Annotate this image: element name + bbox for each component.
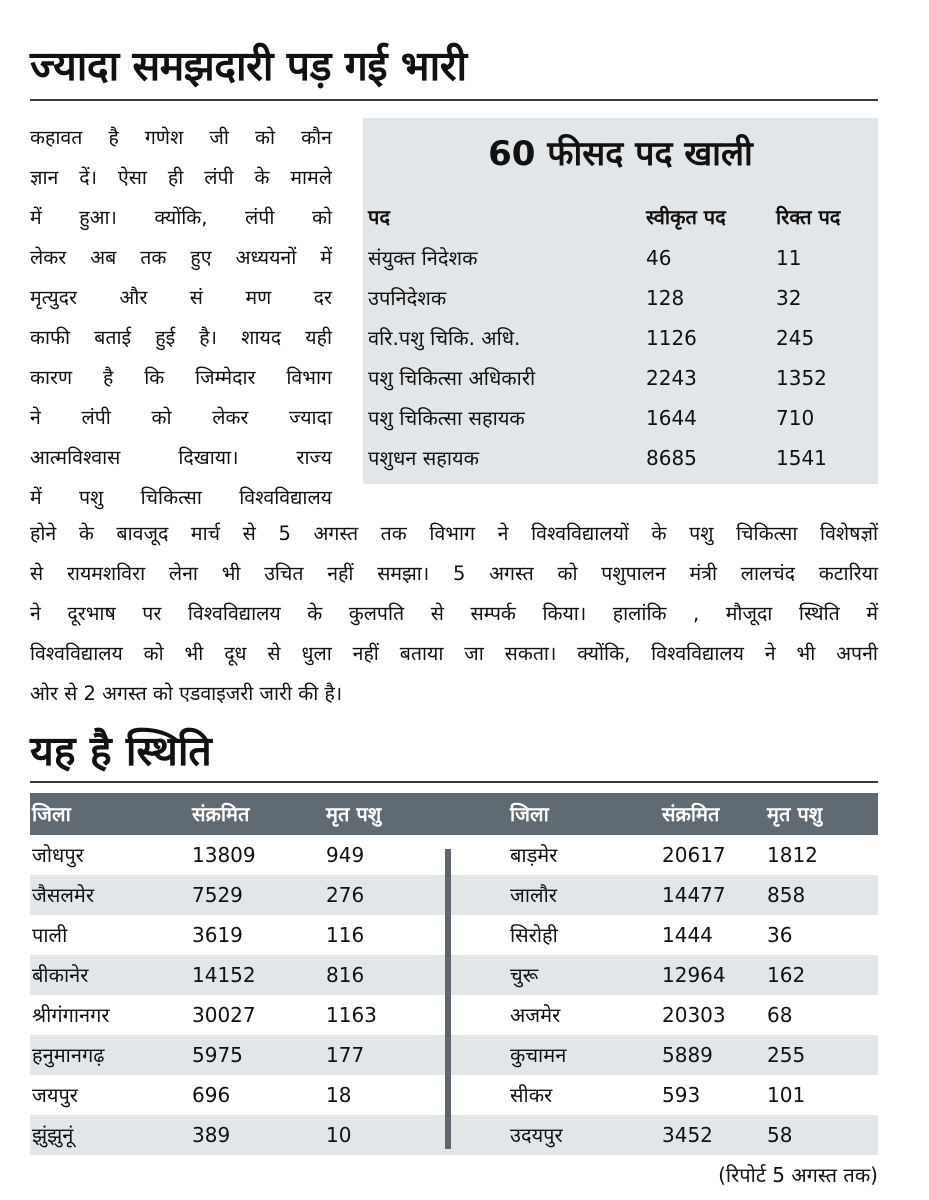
post-name: पशु चिकित्सा अधिकारी [368,366,536,390]
district-name: श्रीगंगानगर [32,1003,110,1027]
sanctioned-count: 128 [646,286,685,310]
infected-count: 30027 [192,1003,256,1027]
lead-line: ने लंपी को लेकर ज्यादा [30,406,332,429]
district-name: झुंझुनूं [32,1123,74,1147]
table-row [30,835,878,875]
body-line: विश्वविद्यालय को भी दूध से धुला नहीं बताया जा सकता। क्योंकि, विश्वविद्यालय ने भी अपनी [30,642,878,665]
infected-count: 3619 [192,923,243,947]
vacant-count: 11 [776,246,802,270]
dead-count: 949 [326,843,365,867]
dead-count: 10 [326,1123,352,1147]
district-name: उदयपुर [510,1123,563,1147]
headline-rule [30,99,878,101]
header-dead-animals: मृत पशु [767,802,823,826]
post-name: संयुक्त निदेशक [368,246,478,270]
dead-count: 116 [326,923,365,947]
district-name: अजमेर [510,1003,561,1027]
header-district: जिला [510,802,549,826]
header-dead-animals: मृत पशु [326,802,382,826]
district-name: सिरोही [510,923,558,947]
district-name: सीकर [510,1083,553,1107]
dead-count: 68 [767,1003,793,1027]
infected-count: 389 [192,1123,231,1147]
district-table [30,835,878,1155]
infected-count: 14152 [192,963,256,987]
vacancy-table [363,196,878,478]
sanctioned-count: 1644 [646,406,697,430]
dead-count: 162 [767,963,806,987]
table-row [30,1035,878,1075]
header-infected: संक्रमित [192,802,250,826]
vacancy-row [363,278,878,318]
district-name: बाड़मेर [510,843,558,867]
district-name: जयपुर [32,1083,78,1107]
table-row [30,915,878,955]
dead-count: 1163 [326,1003,377,1027]
sanctioned-count: 8685 [646,446,697,470]
lead-line: लेकर अब तक हुए अध्ययनों में [30,246,332,269]
district-name: जालौर [510,883,557,907]
dead-count: 177 [326,1043,365,1067]
column-divider [445,849,451,1149]
dead-count: 816 [326,963,365,987]
infected-count: 20617 [662,843,726,867]
vacancy-box-title: 60 फीसद पद खाली [488,134,753,174]
infected-count: 5975 [192,1043,243,1067]
post-name: उपनिदेशक [368,286,447,310]
report-note: (रिपोर्ट 5 अगस्त तक) [718,1163,878,1187]
body-line: से रायमशविरा लेना भी उचित नहीं समझा। 5 अगस्त को पशुपालन मंत्री लालचंद कटारिया [30,562,878,585]
district-table-header [30,793,878,835]
district-name: हनुमानगढ़ [32,1043,105,1067]
body-line: ने दूरभाष पर विश्वविद्यालय के कुलपति से सम्पर्क किया। हालांकि , मौजूदा स्थिति में [30,602,878,625]
lead-line: आत्मविश्वास दिखाया। राज्य [30,446,332,469]
infected-count: 593 [662,1083,701,1107]
post-name: वरि.पशु चिकि. अधि. [368,326,521,350]
header-sanctioned: स्वीकृत पद [646,205,726,229]
vacancy-table-header [363,196,878,238]
sanctioned-count: 46 [646,246,672,270]
lead-paragraph [30,118,332,518]
vacant-count: 1541 [776,446,827,470]
district-name: जैसलमेर [32,883,95,907]
dead-count: 255 [767,1043,806,1067]
post-name: पशु चिकित्सा सहायक [368,406,525,430]
table-row [30,875,878,915]
district-name: पाली [32,923,68,947]
header-post: पद [368,205,390,229]
vacant-count: 1352 [776,366,827,390]
infected-count: 3452 [662,1123,713,1147]
header-vacant: रिक्त पद [776,205,841,229]
district-name: जोधपुर [32,843,84,867]
vacancy-box [363,118,878,484]
district-name: बीकानेर [32,963,89,987]
section-rule [30,781,878,783]
sanctioned-count: 2243 [646,366,697,390]
table-row [30,995,878,1035]
infected-count: 20303 [662,1003,726,1027]
dead-count: 858 [767,883,806,907]
infected-count: 5889 [662,1043,713,1067]
header-district: जिला [32,802,71,826]
vacant-count: 32 [776,286,802,310]
infected-count: 12964 [662,963,726,987]
district-name: चुरू [510,963,539,987]
infected-count: 1444 [662,923,713,947]
lead-line: में हुआ। क्योंकि, लंपी को [30,206,332,229]
infected-count: 696 [192,1083,231,1107]
dead-count: 276 [326,883,365,907]
headline: ज्यादा समझदारी पड़ गई भारी [30,42,467,90]
vacant-count: 245 [776,326,815,350]
table-row [30,1075,878,1115]
infected-count: 7529 [192,883,243,907]
dead-count: 101 [767,1083,806,1107]
status-section-title: यह है स्थिति [30,727,212,775]
table-row [30,1115,878,1155]
dead-count: 58 [767,1123,793,1147]
table-row [30,955,878,995]
lead-line: मृत्युदर और सं मण दर [30,286,332,309]
infected-count: 13809 [192,843,256,867]
vacancy-row [363,438,878,478]
vacancy-row [363,358,878,398]
vacancy-row [363,238,878,278]
dead-count: 36 [767,923,793,947]
sanctioned-count: 1126 [646,326,697,350]
lead-line: ज्ञान दें। ऐसा ही लंपी के मामले [30,166,332,189]
lead-line: काफी बताई हुई है। शायद यही [30,326,332,349]
dead-count: 18 [326,1083,352,1107]
vacant-count: 710 [776,406,815,430]
lead-line: में पशु चिकित्सा विश्वविद्यालय [30,486,332,509]
vacancy-row [363,318,878,358]
infected-count: 14477 [662,883,726,907]
lead-line: कारण है कि जिम्मेदार विभाग [30,366,332,389]
post-name: पशुधन सहायक [368,446,479,470]
lead-line: कहावत है गणेश जी को कौन [30,126,332,149]
body-line: होने के बावजूद मार्च से 5 अगस्त तक विभाग ने विश्वविद्यालयों के पशु चिकित्सा विशेषज्ञों [30,522,878,545]
district-name: कुचामन [510,1043,567,1067]
body-paragraph [30,514,878,714]
body-line: ओर से 2 अगस्त को एडवाइजरी जारी की है। [30,682,343,705]
header-infected: संक्रमित [662,802,720,826]
vacancy-row [363,398,878,438]
dead-count: 1812 [767,843,818,867]
